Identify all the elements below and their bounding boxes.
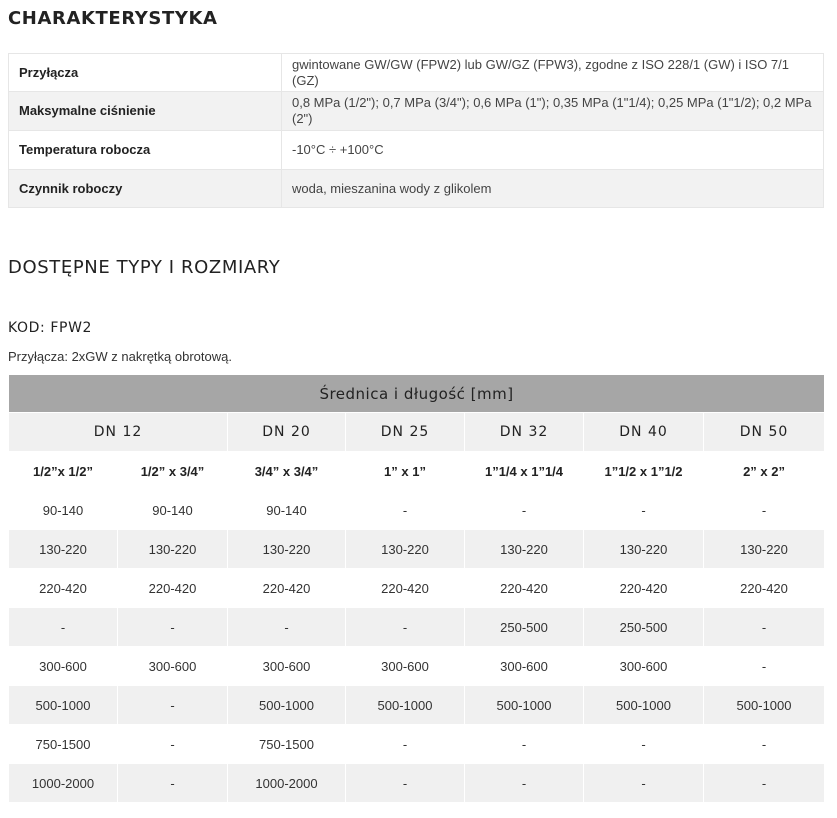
length-cell: -: [118, 725, 228, 764]
sizes-table-title: Średnica i długość [mm]: [9, 375, 825, 413]
table-row: [9, 725, 825, 764]
length-cell: 220-420: [704, 569, 825, 608]
char-value: 0,8 MPa (1/2"); 0,7 MPa (3/4"); 0,6 MPa (1"); 0,35 MPa (1"1/4); 0,25 MPa (1"1/2); 0,2 MPa (2"): [282, 92, 824, 131]
length-cell: -: [584, 491, 704, 530]
dn-header: DN 32: [465, 413, 584, 452]
length-cell: 220-420: [465, 569, 584, 608]
length-cell: -: [9, 608, 118, 647]
length-cell: -: [118, 608, 228, 647]
length-cell: 1000-2000: [9, 764, 118, 803]
length-cell: 130-220: [228, 530, 346, 569]
length-cell: 250-500: [584, 608, 704, 647]
connections-label: Przyłącza:: [8, 349, 68, 364]
dn-header: DN 50: [704, 413, 825, 452]
length-cell: -: [704, 764, 825, 803]
table-row: [9, 608, 825, 647]
length-cell: 250-500: [465, 608, 584, 647]
length-cell: 1000-2000: [228, 764, 346, 803]
length-cell: 500-1000: [228, 686, 346, 725]
dn-header: DN 20: [228, 413, 346, 452]
characteristics-table: [8, 53, 824, 208]
length-cell: -: [346, 725, 465, 764]
length-cell: -: [346, 608, 465, 647]
connections-value: 2xGW z nakrętką obrotową.: [67, 349, 232, 364]
length-cell: -: [346, 764, 465, 803]
length-cell: -: [584, 764, 704, 803]
char-row-medium: [9, 170, 824, 208]
dn-header-row: [9, 413, 825, 452]
length-cell: 300-600: [465, 647, 584, 686]
sizes-table: [8, 374, 825, 803]
length-cell: 130-220: [346, 530, 465, 569]
length-cell: 220-420: [118, 569, 228, 608]
length-cell: -: [228, 608, 346, 647]
length-cell: 220-420: [9, 569, 118, 608]
char-row-pressure: [9, 92, 824, 131]
length-cell: -: [704, 491, 825, 530]
length-cell: 750-1500: [9, 725, 118, 764]
dn-header: DN 12: [9, 413, 228, 452]
length-cell: 500-1000: [9, 686, 118, 725]
char-label: Przyłącza: [9, 54, 282, 92]
length-cell: -: [465, 764, 584, 803]
length-cell: 220-420: [346, 569, 465, 608]
length-cell: -: [465, 725, 584, 764]
length-cell: 130-220: [9, 530, 118, 569]
length-cell: 130-220: [465, 530, 584, 569]
length-cell: 300-600: [228, 647, 346, 686]
length-cell: -: [465, 491, 584, 530]
table-row: [9, 647, 825, 686]
char-label: Temperatura robocza: [9, 131, 282, 170]
types-heading: DOSTĘPNE TYPY I ROZMIARY: [8, 257, 281, 278]
dn-header: DN 40: [584, 413, 704, 452]
size-header: 1/2”x 1/2”: [9, 452, 118, 491]
length-cell: 500-1000: [704, 686, 825, 725]
char-label: Maksymalne ciśnienie: [9, 92, 282, 131]
char-value: -10°C ÷ +100°C: [282, 131, 824, 170]
table-row: [9, 491, 825, 530]
size-header: 1”1/4 x 1”1/4: [465, 452, 584, 491]
table-row: [9, 764, 825, 803]
size-header: 3/4” x 3/4”: [228, 452, 346, 491]
size-header: 1”1/2 x 1”1/2: [584, 452, 704, 491]
length-cell: 90-140: [118, 491, 228, 530]
product-code: KOD: FPW2: [8, 320, 93, 336]
char-row-connections: [9, 54, 824, 92]
length-cell: -: [704, 725, 825, 764]
length-cell: 500-1000: [465, 686, 584, 725]
table-row: [9, 569, 825, 608]
char-row-temperature: [9, 131, 824, 170]
size-header: 1/2” x 3/4”: [118, 452, 228, 491]
connections-note: [8, 349, 232, 364]
length-cell: 90-140: [228, 491, 346, 530]
length-cell: 130-220: [704, 530, 825, 569]
length-cell: 220-420: [584, 569, 704, 608]
length-cell: -: [704, 608, 825, 647]
table-row: [9, 530, 825, 569]
length-cell: -: [118, 686, 228, 725]
table-row: [9, 686, 825, 725]
length-cell: 500-1000: [584, 686, 704, 725]
size-header-row: [9, 452, 825, 491]
characteristics-heading: CHARAKTERYSTYKA: [8, 8, 218, 29]
length-cell: -: [704, 647, 825, 686]
length-cell: -: [346, 491, 465, 530]
length-cell: 750-1500: [228, 725, 346, 764]
length-cell: 300-600: [584, 647, 704, 686]
dn-header: DN 25: [346, 413, 465, 452]
length-cell: 300-600: [9, 647, 118, 686]
length-cell: 220-420: [228, 569, 346, 608]
char-value: woda, mieszanina wody z glikolem: [282, 170, 824, 208]
length-cell: -: [118, 764, 228, 803]
size-header: 2” x 2”: [704, 452, 825, 491]
length-cell: 300-600: [346, 647, 465, 686]
length-cell: 300-600: [118, 647, 228, 686]
char-label: Czynnik roboczy: [9, 170, 282, 208]
char-value: gwintowane GW/GW (FPW2) lub GW/GZ (FPW3), zgodne z ISO 228/1 (GW) i ISO 7/1 (GZ): [282, 54, 824, 92]
length-cell: 130-220: [118, 530, 228, 569]
size-header: 1” x 1”: [346, 452, 465, 491]
length-cell: -: [584, 725, 704, 764]
length-cell: 130-220: [584, 530, 704, 569]
length-cell: 90-140: [9, 491, 118, 530]
length-cell: 500-1000: [346, 686, 465, 725]
